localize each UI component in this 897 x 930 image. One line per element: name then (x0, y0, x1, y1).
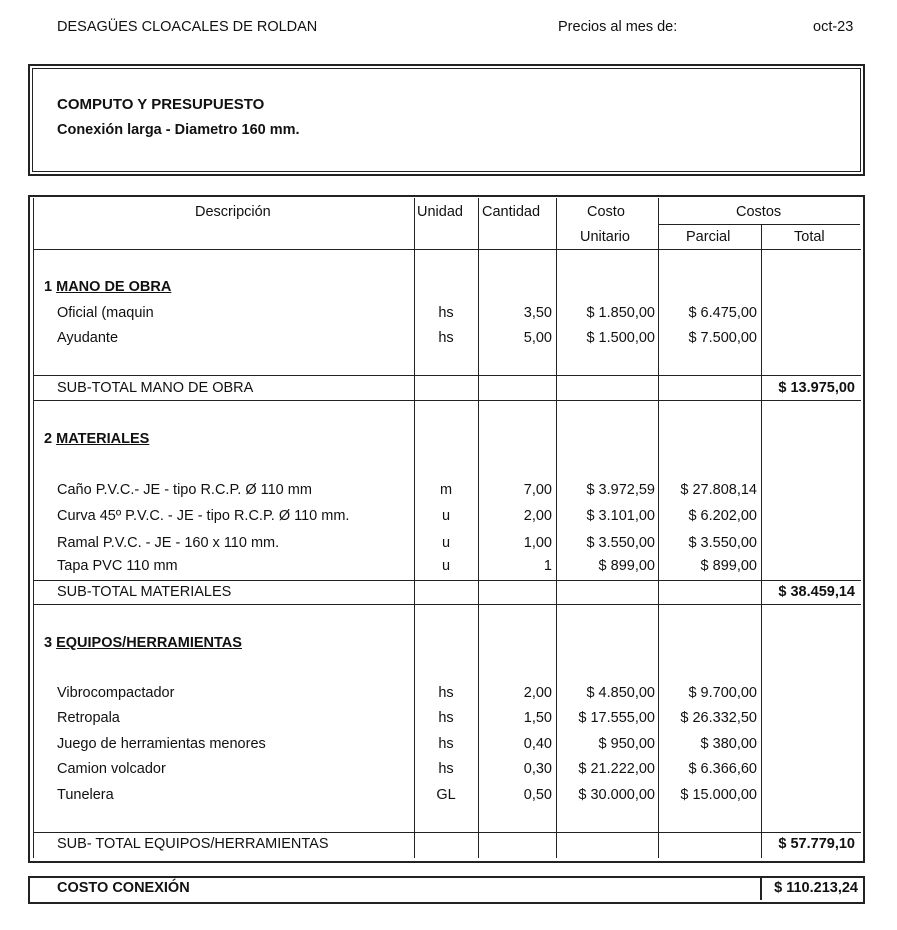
item-partial: $ 15.000,00 (680, 787, 757, 803)
item-quantity: 0,30 (523, 761, 552, 777)
subtotal-value: $ 38.459,14 (778, 584, 855, 600)
item-unit-cost: $ 950,00 (598, 736, 655, 752)
item-unit-cost: $ 899,00 (598, 558, 655, 574)
item-partial: $ 9.700,00 (688, 685, 757, 701)
section-title (44, 431, 149, 447)
subtotal-label: SUB- TOTAL EQUIPOS/HERRAMIENTAS (57, 836, 329, 852)
item-unit-cost: $ 3.972,59 (586, 482, 655, 498)
item-partial: $ 6.366,60 (688, 761, 757, 777)
subtotal-value: $ 13.975,00 (778, 380, 855, 396)
item-partial: $ 7.500,00 (688, 330, 757, 346)
section-title (44, 279, 171, 295)
item-description: Camion volcador (57, 761, 166, 777)
col-header-costo: Costo (587, 204, 625, 220)
subtotal-label: SUB-TOTAL MANO DE OBRA (57, 380, 254, 396)
item-partial: $ 6.475,00 (688, 305, 757, 321)
item-unit: hs (438, 761, 454, 777)
section-number: 3 (44, 635, 53, 651)
item-description: Tunelera (57, 787, 114, 803)
item-unit: hs (438, 305, 454, 321)
item-partial: $ 899,00 (700, 558, 757, 574)
col-header-unidad: Unidad (417, 204, 463, 220)
item-partial: $ 380,00 (700, 736, 757, 752)
section-title-text: EQUIPOS/HERRAMIENTAS (56, 635, 242, 651)
col-header-cantidad: Cantidad (482, 204, 541, 220)
item-unit-cost: $ 30.000,00 (578, 787, 655, 803)
item-unit: u (441, 535, 451, 551)
item-quantity: 2,00 (523, 685, 552, 701)
item-quantity: 1 (543, 558, 552, 574)
section-title (44, 635, 242, 651)
item-description: Curva 45º P.V.C. - JE - tipo R.C.P. Ø 110 mm. (57, 508, 350, 524)
price-date-label: Precios al mes de: (558, 19, 678, 35)
section-number: 1 (44, 279, 53, 295)
item-description: Tapa PVC 110 mm (57, 558, 178, 574)
item-unit-cost: $ 1.850,00 (586, 305, 655, 321)
item-unit: m (439, 482, 453, 498)
item-partial: $ 26.332,50 (680, 710, 757, 726)
item-description: Juego de herramientas menores (57, 736, 266, 752)
item-partial: $ 3.550,00 (688, 535, 757, 551)
item-unit: u (441, 508, 451, 524)
col-header-total: Total (794, 229, 825, 245)
col-header-costos: Costos (736, 204, 782, 220)
grand-total-value: $ 110.213,24 (774, 880, 858, 896)
item-unit-cost: $ 21.222,00 (578, 761, 655, 777)
item-unit-cost: $ 1.500,00 (586, 330, 655, 346)
item-description: Oficial (maquin (57, 305, 154, 321)
item-quantity: 3,50 (523, 305, 552, 321)
item-quantity: 5,00 (523, 330, 552, 346)
item-unit-cost: $ 3.101,00 (586, 508, 655, 524)
col-header-parcial: Parcial (686, 229, 731, 245)
item-quantity: 7,00 (523, 482, 552, 498)
subtotal-value: $ 57.779,10 (778, 836, 855, 852)
section-title-text: MATERIALES (56, 431, 150, 447)
item-description: Ramal P.V.C. - JE - 160 x 110 mm. (57, 535, 280, 551)
item-description: Retropala (57, 710, 120, 726)
document-title: COMPUTO Y PRESUPUESTO (57, 96, 265, 113)
item-quantity: 1,00 (523, 535, 552, 551)
section-number: 2 (44, 431, 53, 447)
item-description: Caño P.V.C.- JE - tipo R.C.P. Ø 110 mm (57, 482, 312, 498)
col-header-descripcion: Descripción (195, 204, 271, 220)
item-partial: $ 6.202,00 (688, 508, 757, 524)
grand-total-label: COSTO CONEXIÓN (57, 880, 190, 896)
item-quantity: 0,50 (523, 787, 552, 803)
item-quantity: 1,50 (523, 710, 552, 726)
document-subtitle: Conexión larga - Diametro 160 mm. (57, 122, 300, 138)
item-description: Vibrocompactador (57, 685, 175, 701)
section-title-text: MANO DE OBRA (56, 279, 172, 295)
subtotal-label: SUB-TOTAL MATERIALES (57, 584, 232, 600)
item-partial: $ 27.808,14 (680, 482, 757, 498)
company-name: DESAGÜES CLOACALES DE ROLDAN (57, 19, 318, 35)
item-quantity: 2,00 (523, 508, 552, 524)
col-header-unitario: Unitario (580, 229, 630, 245)
item-unit-cost: $ 4.850,00 (586, 685, 655, 701)
item-unit: GL (436, 787, 456, 803)
item-description: Ayudante (57, 330, 119, 346)
item-unit: hs (438, 685, 454, 701)
item-unit-cost: $ 3.550,00 (586, 535, 655, 551)
price-month: oct-23 (813, 19, 854, 35)
item-unit: hs (438, 736, 454, 752)
item-quantity: 0,40 (523, 736, 552, 752)
item-unit: hs (438, 330, 454, 346)
item-unit-cost: $ 17.555,00 (578, 710, 655, 726)
item-unit: hs (438, 710, 454, 726)
item-unit: u (441, 558, 451, 574)
